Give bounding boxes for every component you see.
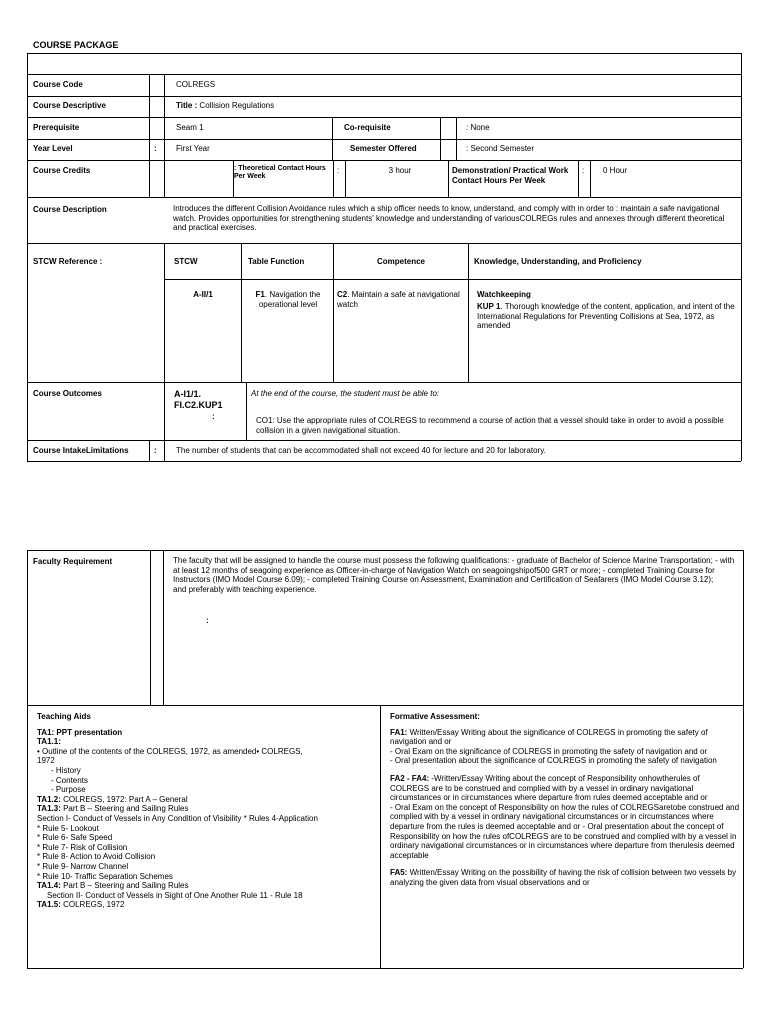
- formative-heading: Formative Assessment:: [390, 712, 480, 721]
- outcomes-code: A-I1/1. FI.C2.KUP1: [174, 389, 223, 410]
- theory-colon: :: [337, 166, 340, 175]
- kup-code: KUP 1: [477, 302, 501, 311]
- co1-text: : Use the appropriate rules of COLREGS to recommend a course of action that a vessel should take in order to avoid a possible collision in a given navigational situation.: [256, 416, 724, 435]
- ta11-text: • Outline of the contents of the COLREGS, 1972, as amended• COLREGS, 1972: [37, 746, 303, 766]
- course-descriptive-label: Course Descriptive: [33, 101, 106, 110]
- ta14-line: [37, 881, 375, 891]
- fa5-label: FA5:: [390, 868, 408, 878]
- ta13-line: [37, 804, 375, 814]
- fa2-block: [390, 774, 740, 860]
- corequisite-label: Co-requisite: [344, 123, 391, 132]
- co1-code: CO1: [256, 416, 273, 425]
- course-credits-label: Course Credits: [33, 166, 91, 175]
- competence-text: . Maintain a safe at navigational watch: [337, 290, 460, 309]
- kup-title: Watchkeeping: [477, 290, 531, 299]
- ta15-label: TA1.5:: [37, 900, 61, 910]
- course-code-label: Course Code: [33, 80, 83, 89]
- ta13-text: Part B – Steering and Sailing Rules: [63, 804, 189, 814]
- title-label: Title :: [176, 101, 198, 110]
- ta13-label: TA1.3:: [37, 804, 61, 814]
- intake-limitations-value: The number of students that can be accommodated shall not exceed 40 for lecture and 20 for laboratory.: [176, 446, 546, 455]
- theory-hours-value: 3 hour: [388, 166, 412, 175]
- stcw-ref-value: A-II/1: [193, 290, 213, 299]
- course-description-value: Introduces the different Collision Avoidance rules which a ship officer needs to know, understand, and comply with in order to : maintain a safe navigational watch. Provides opportunities for strengthening students' knowledge and understanding of variousCOLREGs rules and annexes through different theoretical and practical exercises.: [173, 204, 725, 233]
- fa1-label: FA1:: [390, 727, 408, 737]
- formative-assessment-cell: [390, 712, 740, 888]
- outcome-co1: [256, 416, 726, 435]
- rule-item: * Rule 6- Safe Speed: [37, 833, 113, 843]
- practical-hours-value: 0 Hour: [603, 166, 628, 175]
- faculty-colon: :: [206, 616, 209, 625]
- function-text: . Navigation the operational level: [258, 290, 321, 309]
- fa2-label: FA2 - FA4:: [390, 773, 430, 783]
- year-level-label: Year Level: [33, 144, 73, 153]
- ta11-label: TA1.1:: [37, 737, 61, 747]
- faculty-requirement-label: Faculty Requirement: [33, 557, 113, 566]
- outcomes-colon: :: [212, 412, 215, 421]
- ta12-text: COLREGS, 1972: Part A – General: [63, 794, 188, 804]
- fa1-text: Written/Essay Writing about the significance of COLREGS in promoting the safety of navigation and or - Oral Exam on the significance of COLREGS in promoting the safety of navigation and or - Oral presentation about the significance of COLREGS in promoting the safety of navigation: [390, 727, 717, 766]
- course-description-label: Course Description: [33, 205, 107, 214]
- competence-code: C2: [337, 290, 348, 299]
- intake-colon: :: [154, 446, 157, 455]
- year-level-value: First Year: [176, 144, 210, 153]
- outcomes-intro: At the end of the course, the student must be able to:: [251, 389, 440, 398]
- practical-hours-label: Demonstration/ Practical Work Contact Hours Per Week: [452, 166, 569, 185]
- rule-item: * Rule 5- Lookout: [37, 823, 99, 833]
- competence-col-header: Competence: [376, 257, 425, 266]
- ta11-item: - History: [51, 765, 81, 775]
- teaching-aids-cell: [37, 712, 375, 910]
- intake-limitations-label: Course IntakeLimitations: [33, 446, 129, 455]
- section1-line: Section I- Conduct of Vessels in Any Condition of Visibility * Rules 4-Application: [37, 813, 318, 823]
- rule-item: * Rule 10- Traffic Separation Schemes: [37, 871, 173, 881]
- theory-hours-label: : Theoretical Contact Hours Per Week: [234, 165, 326, 181]
- fa5-block: [390, 868, 740, 887]
- ta14-text: Part B – Steering and Sailing Rules: [63, 881, 189, 891]
- fa1-block: [390, 728, 740, 766]
- ta15-line: [37, 900, 375, 910]
- competence-value: [337, 290, 465, 309]
- ta11-item: - Contents: [51, 775, 88, 785]
- course-descriptive-value: [176, 101, 274, 111]
- corequisite-value: : None: [466, 123, 490, 132]
- prerequisite-label: Prerequisite: [33, 123, 80, 132]
- function-code: F1: [255, 290, 265, 299]
- kup-value: [477, 302, 735, 331]
- ta1-line: TA1: PPT presentation: [37, 727, 123, 737]
- kup-col-header: Knowledge, Understanding, and Proficiency: [474, 257, 642, 266]
- page-heading: COURSE PACKAGE: [33, 40, 119, 50]
- kup-text: . Thorough knowledge of the content, application, and intent of the International Regulations for Preventing Collisions at Sea, 1972, as amended: [477, 302, 735, 331]
- table-function-value: [244, 290, 332, 309]
- section2-line: Section II- Conduct of Vessels in Sight of One Another Rule 11 - Rule 18: [47, 890, 303, 900]
- practical-colon: :: [582, 166, 585, 175]
- rule-item: * Rule 7- Risk of Collision: [37, 842, 128, 852]
- faculty-requirement-value: The faculty that will be assigned to handle the course must possess the following qualifications: - graduate of Bachelor of Science Marine Transportation; - with at least 12 months of seagoing experience as Officer-in-charge of Navigation Watch on seagoingshipof500 GRT or more; - completed Training Course for Instructors (IMO Model Course 6.09); - completed Training Course on Assessment, Examination and Certification of Seafarers (IMO Model Course 3.12); and preferably with teaching experience.: [173, 556, 735, 594]
- ta14-label: TA1.4:: [37, 881, 61, 891]
- course-outcomes-label: Course Outcomes: [33, 389, 102, 398]
- semester-label: Semester Offered: [350, 144, 417, 153]
- course-code-value: COLREGS: [176, 80, 216, 89]
- rule-item: * Rule 8- Action to Avoid Collision: [37, 852, 156, 862]
- fa5-text: Written/Essay Writing on the possibility of having the risk of collision between two vessels by analyzing the given data from visual observations and or: [390, 868, 737, 887]
- title-value: Collision Regulations: [199, 101, 275, 110]
- fa2-text: -Written/Essay Writing about the concept of Responsibility onhowtherules of COLREGS are to be construed and complied with by a vessel in ordinary navigational circumstances or in circumstances where departure from rules deemed acceptable and or - Oral Exam on the concept of Responsibility on how the rules of COLREGSaretobe construed and complied with by a vessel in ordinary navigational circumstances or in circumstances where departure from the rules is deemed acceptable and or - Oral presentation about the concept of Responsibility on how the rules ofCOLREGS are to be construed and complied with by a vessel in ordinary navigational circumstances or in circumstances where departure from therulesis deemed acceptable: [390, 773, 740, 860]
- semester-value: : Second Semester: [466, 144, 535, 153]
- teaching-aids-heading: Teaching Aids: [37, 712, 91, 721]
- ta11-item: - Purpose: [51, 785, 86, 795]
- ta15-text: COLREGS, 1972: [63, 900, 125, 910]
- ta12-line: [37, 795, 375, 805]
- stcw-reference-label: STCW Reference :: [33, 257, 103, 266]
- stcw-col-header: STCW: [174, 257, 198, 266]
- year-level-colon: :: [154, 144, 157, 153]
- ta12-label: TA1.2:: [37, 794, 61, 804]
- rule-item: * Rule 9- Narrow Channel: [37, 861, 129, 871]
- table-function-col-header: Table Function: [248, 257, 305, 266]
- prerequisite-value: Seam 1: [176, 123, 204, 132]
